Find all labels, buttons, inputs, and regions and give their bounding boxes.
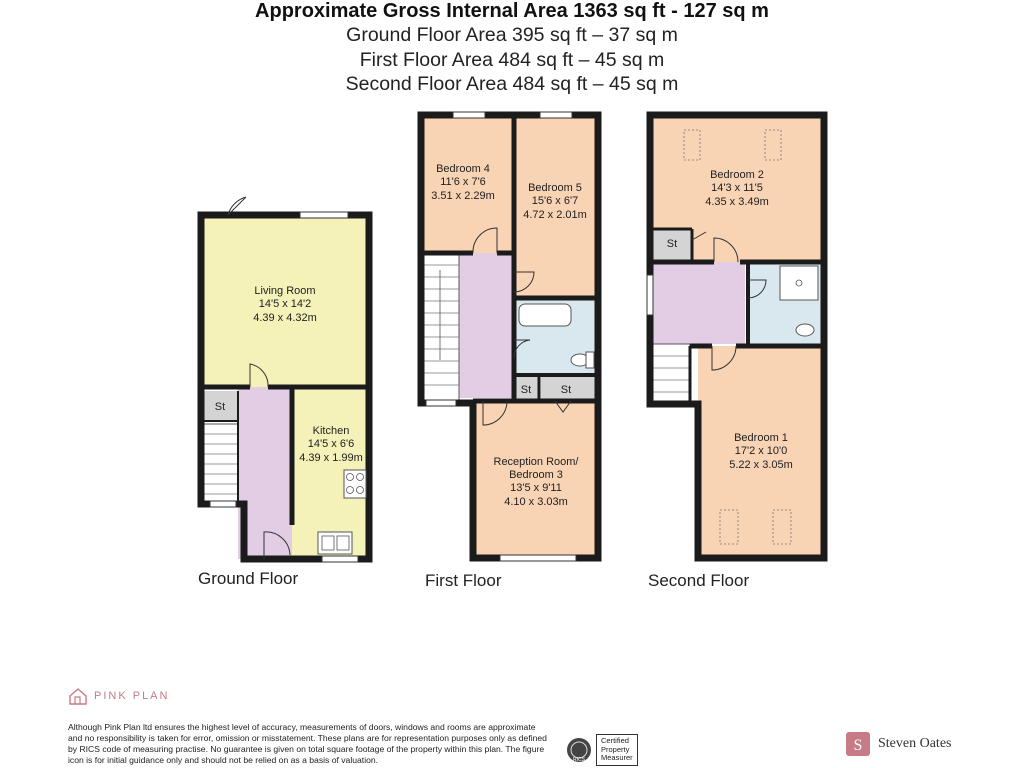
kitchen-metric: 4.39 x 1.99m [299, 452, 363, 464]
reception-name-1: Reception Room/ [493, 456, 579, 468]
bedroom-1-metric: 5.22 x 3.05m [729, 459, 793, 471]
second-store-label: St [666, 238, 678, 250]
svg-text:S: S [853, 737, 863, 754]
bedroom-2-name: Bedroom 2 [710, 169, 764, 181]
living-room-imperial: 14'5 x 14'2 [258, 298, 312, 310]
first-floor-plan [421, 112, 598, 590]
bedroom-2-metric: 4.35 x 3.49m [705, 196, 769, 208]
first-store-1-label: St [520, 384, 532, 396]
bedroom-1-name: Bedroom 1 [734, 432, 788, 444]
ground-store-label: St [214, 401, 226, 413]
second-floor-area: Second Floor Area 484 sq ft – 45 sq m [345, 73, 679, 95]
rics-certification [566, 734, 638, 766]
ground-stairs [201, 424, 238, 504]
ground-floor-area: Ground Floor Area 395 sq ft – 37 sq m [346, 24, 678, 46]
bedroom-4-imperial: 11'6 x 7'6 [440, 176, 486, 188]
bedroom-5-imperial: 15'6 x 6'7 [531, 195, 579, 207]
first-stairs [421, 253, 459, 403]
bedroom-1-imperial: 17'2 x 10'0 [734, 445, 788, 457]
pink-plan-brand: PINK PLAN [94, 690, 170, 702]
rics-seal-icon [566, 737, 592, 763]
living-room-metric: 4.39 x 4.32m [253, 312, 317, 324]
house-icon [68, 686, 88, 706]
bedroom-4-name: Bedroom 4 [436, 163, 490, 175]
second-stairs [650, 344, 690, 404]
kitchen-imperial: 14'5 x 6'6 [307, 438, 355, 450]
first-landing [459, 253, 514, 398]
gross-area-title: Approximate Gross Internal Area 1363 sq ft - 127 sq m [255, 0, 769, 22]
living-room-name: Living Room [254, 285, 316, 297]
agent-logo [846, 732, 951, 756]
disclaimer-text: Although Pink Plan ltd ensures the highest level of accuracy, measurements of doors, windows and rooms are approximate and no responsibility is taken for error, omission or misstatement. These plans are for representation purposes only as defined by RICS code of measuring practise. No guarantee is given on total square footage of the property within this plan. The figure icon is for initial guidance only and should not be relied on as a basis of valuation. [68, 722, 547, 765]
ground-floor-plan [198, 197, 369, 588]
second-landing [650, 262, 745, 344]
agent-name: Steven Oates [878, 736, 952, 751]
second-floor-label: Second Floor [648, 571, 750, 590]
second-floor-plan [647, 115, 824, 590]
ground-floor-label: Ground Floor [198, 569, 299, 588]
first-floor-area: First Floor Area 484 sq ft – 45 sq m [359, 48, 665, 71]
first-store-2-label: St [560, 384, 572, 396]
bedroom-5-name: Bedroom 5 [528, 182, 582, 194]
reception-imperial: 13'5 x 9'11 [510, 482, 562, 494]
pink-plan-logo [68, 686, 169, 706]
svg-text:RICS: RICS [573, 756, 585, 763]
agent-icon [846, 732, 870, 756]
bedroom-2-imperial: 14'3 x 11'5 [711, 182, 763, 194]
bedroom-4-metric: 3.51 x 2.29m [431, 190, 495, 202]
first-floor-label: First Floor [425, 571, 502, 590]
reception-metric: 4.10 x 3.03m [504, 496, 568, 508]
rics-badge: Certified Property Measurer [596, 734, 638, 766]
bedroom-5-metric: 4.72 x 2.01m [523, 209, 587, 221]
kitchen-name: Kitchen [312, 425, 350, 437]
reception-name-2: Bedroom 3 [509, 469, 563, 481]
